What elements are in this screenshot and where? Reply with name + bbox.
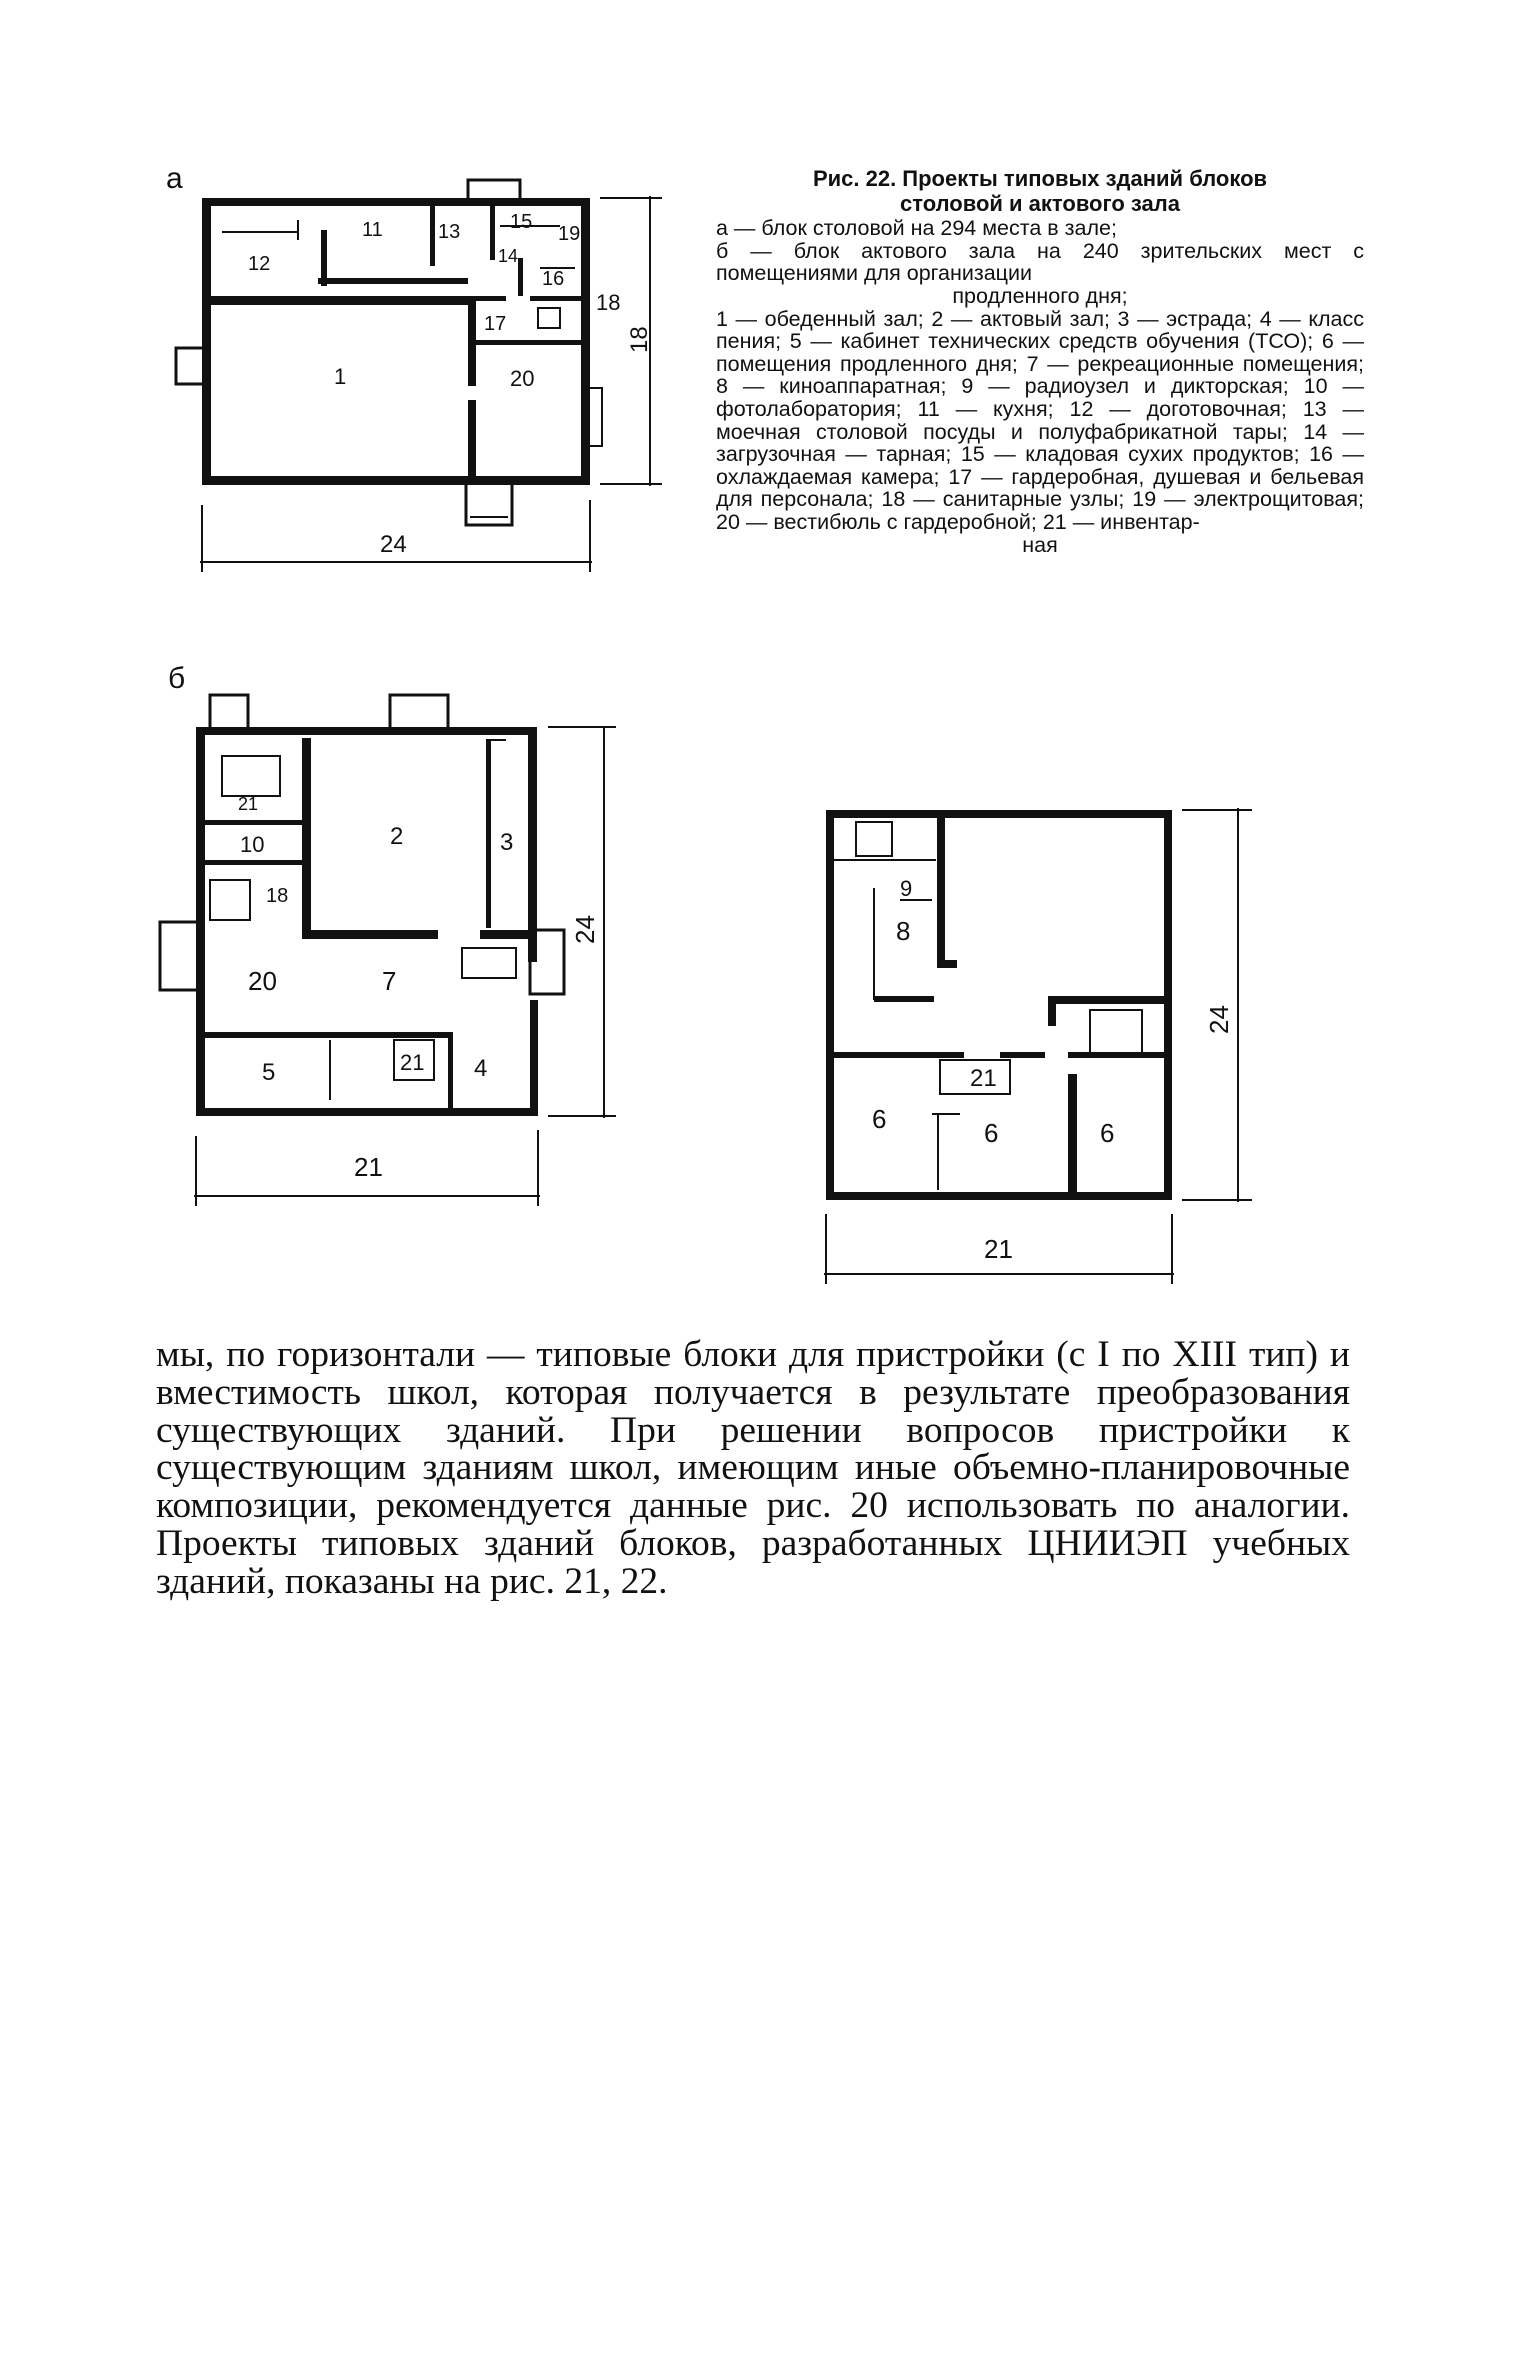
plan-b2-room-6c: 6 [1100, 1118, 1115, 1148]
floor-plan-b2 [800, 790, 1260, 1290]
panel-a-letter: а [166, 162, 183, 195]
plan-b2-width-label: 21 [984, 1234, 1013, 1264]
body-paragraph: мы, по горизонтали — типовые блоки для пристройки (с I по XIII тип) и вместимость школ, которая получается в результате преобразования существующих зданий. При решении вопросов пристройки к существующим зданиям школ, имеющим иные объемно-планировочные композиции, рекомендуется данные рис. 20 использовать по аналогии. Проекты типовых зданий блоков, разработанных ЦНИИЭП учебных зданий, показаны на рис. 21, 22. [156, 1334, 1350, 1602]
plan-a-outer-wall [202, 198, 590, 206]
floor-plan-b1 [150, 660, 630, 1220]
plan-b1-room-21: 21 [400, 1050, 425, 1075]
plan-b1-room-21-top: 21 [238, 794, 259, 814]
plan-b2-room-9: 9 [900, 876, 913, 901]
caption-legend: 1 — обеденный зал; 2 — актовый зал; 3 — эстрада; 4 — класс пения; 5 — кабинет технических средств обучения (ТСО); 6 — помещения продленного дня; 7 — рекреационные помещения; 8 — киноаппаратная; 9 — радиоузел и дикторская; 10 — фотолаборатория; 11 — кухня; 12 — доготовочная; 13 — моечная столовой посуды и полуфабрикатной тары; 14 — загрузочная — тарная; 15 — кладовая сухих продуктов; 16 — охлаждаемая камера; 17 — гардеробная, душевая и бельевая для персонала; 18 — санитарные узлы; 19 — электрощитовая; 20 — вестибюль с гардеробной; 21 — инвентар- [716, 306, 1364, 534]
plan-a-room-15: 15 [510, 211, 533, 233]
plan-a-room-20: 20 [510, 366, 535, 391]
caption-legend-end: ная [1022, 532, 1058, 557]
plan-a-room-12: 13 [438, 221, 461, 243]
panel-b-letter: б [168, 662, 186, 695]
plan-b1-height-label: 24 [570, 915, 600, 944]
plan-b1-width-label: 21 [354, 1152, 383, 1182]
figure-caption [716, 168, 1364, 556]
plan-b1-room-3: 3 [500, 829, 514, 856]
plan-b1-room-5: 5 [262, 1059, 276, 1086]
plan-a-width-label: 24 [380, 531, 407, 558]
plan-a-room-13: 12 [248, 253, 271, 275]
plan-a-room-11: 11 [362, 219, 383, 241]
caption-title-line2: столовой и актового зала [899, 190, 1181, 216]
plan-b1-room-7: 7 [382, 966, 397, 996]
plan-b2-room-6a: 6 [872, 1104, 887, 1134]
caption-desc-b: б — блок актового зала на 240 зрительских мест с помещениями для организации [716, 238, 1364, 286]
plan-a-room-14: 14 [498, 246, 519, 266]
plan-b2-height-label: 24 [1204, 1005, 1234, 1034]
caption-desc-a: а — блок столовой на 294 места в зале; [716, 216, 1117, 241]
plan-b1-room-20: 20 [248, 966, 277, 996]
plan-b1-room-4: 4 [474, 1055, 488, 1082]
plan-a-room-1: 1 [334, 364, 347, 389]
plan-a-room-16: 16 [542, 268, 565, 290]
plan-b2-room-21: 21 [970, 1065, 997, 1092]
plan-b1-room-2: 2 [390, 823, 404, 850]
caption-desc-b-end: продленного дня; [952, 283, 1128, 308]
plan-a-room-19: 19 [558, 223, 581, 245]
floor-plan-a [150, 150, 680, 590]
plan-a-height-label: 18 [626, 326, 653, 353]
plan-b2-room-6b: 6 [984, 1118, 999, 1148]
caption-title-line1: Рис. 22. Проекты типовых зданий блоков [812, 166, 1268, 191]
plan-a-room-17: 17 [484, 313, 507, 335]
plan-b1-room-18: 18 [266, 885, 289, 907]
body-paragraph-block [156, 1336, 1350, 1601]
plan-b2-room-8: 8 [896, 916, 911, 946]
plan-a-room-18: 18 [596, 290, 621, 315]
plan-b1-room-10: 10 [240, 832, 265, 857]
